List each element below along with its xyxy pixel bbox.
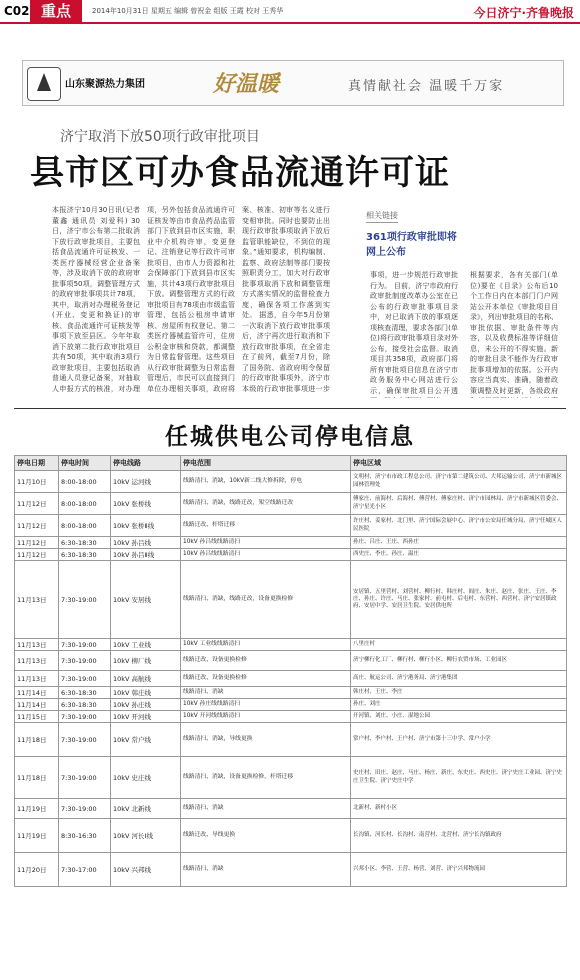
cell-date: 11月19日 <box>15 799 59 819</box>
cell-time: 6:30-18:30 <box>59 687 111 699</box>
cell-area: 常户村、李户村、王户村、济宁市第十三中学、常户小学 <box>351 723 567 757</box>
cell-date: 11月12日 <box>15 549 59 561</box>
cell-line: 10kV 北新线 <box>111 799 181 819</box>
cell-area: 孙庄、刘庄 <box>351 699 567 711</box>
cell-line: 10kV 河长Ⅰ线 <box>111 819 181 853</box>
cell-time: 8:30-16:30 <box>59 819 111 853</box>
article-column-2: 项，另外包括食品流通许可证核发等由市食品药品监管部门下放到县市区实施，职业中介机构许审，变更登记、注销登记等行政许可审批项目，由市人力资源和社会保障部门下放到县市区实施，共计43项行政审批项目下放。调整管理方式的行政审批项目有78项由市级监管管理，包括公租房申请审核、房屋所有权登记、第二类医疗器械监管许可，住房公积金审核和贷款，都调整为日常监督管理。这些项目从行政审批调整为日常监督管理后，市民可以直接到门单位办理相关事项，政府将 <box>147 206 235 393</box>
outage-table <box>14 455 567 887</box>
col-header-time: 停电时间 <box>59 456 111 471</box>
cell-scope: 10kV 工业线线路清扫 <box>181 639 351 651</box>
page-header <box>0 0 580 24</box>
cell-line: 10kV 孙吕Ⅱ线 <box>111 549 181 561</box>
section-label: 重点 <box>30 0 82 22</box>
cell-line: 10kV 柳厂线 <box>111 651 181 671</box>
article-kicker: 济宁取消下放50项行政审批项目 <box>60 129 260 145</box>
cell-date: 11月13日 <box>15 639 59 651</box>
cell-time: 7:30-19:00 <box>59 723 111 757</box>
table-row <box>15 819 567 853</box>
article-column-5: 根据要求，各有关部门(单位)要在《目录》公布后10个工作日内在本部门门户网站公开本单位《审批项目目录》，列出审批项目的名称、审批依据、审批条件等内容，以及收费标准等详细信息，未公开的不得实施。新的审批目录不能作为行政审批事项增加的依据。公开内容应当真实、准确，随着政策调整及时更新，各级政府 <box>470 271 558 395</box>
related-link-tag: 相关链接 <box>366 210 398 223</box>
cell-area: 兴邦小区、李营、王营、杨营、刘营、济宁兴邦物流园 <box>351 853 567 887</box>
section-divider <box>14 408 566 409</box>
cell-time: 7:30-19:00 <box>59 561 111 639</box>
advert-banner <box>22 60 564 106</box>
table-row <box>15 561 567 639</box>
cell-area: 高庄、航运公司、济宁港务局、济宁港集团 <box>351 671 567 687</box>
company-name: 山东聚源热力集团 <box>65 79 145 90</box>
table-row <box>15 639 567 651</box>
banner-handwriting: 好温暖 <box>213 71 280 97</box>
table-row <box>15 711 567 723</box>
article-column-4: 事项，进一步规范行政审批行为。 目前，济宁市政府行政审批制度改革办公室在已公布的行政审批事项目录中，对已取消下放的事项逐项核查清理，要求各部门(单位)将行政审批事项目录对外公布，接受社会监督。取消项目共358项，政府部门将所有审批项目信息在济宁市政务服务中心网站进行公示，确保审批项目公开透 <box>370 271 458 395</box>
cell-area: 北新村、新村小区 <box>351 799 567 819</box>
cell-line: 10kV 韩庄线 <box>111 687 181 699</box>
table-row <box>15 799 567 819</box>
cell-line: 10kV 孙庄线 <box>111 699 181 711</box>
outage-table-header <box>15 456 567 471</box>
cell-line: 10kV 高航线 <box>111 671 181 687</box>
cell-date: 11月14日 <box>15 699 59 711</box>
issue-meta: 2014年10月31日 星期五 编辑 曾祝金 组版 王霞 校对 王秀华 <box>92 7 284 15</box>
cell-area: 傅家庄、前海村、后海村、傅营村、傅家庄村、济宁市园林局、济宁市新城区管委会、济宁星光小区 <box>351 493 567 515</box>
cell-date: 11月10日 <box>15 471 59 493</box>
article-column-1: 本报济宁10月30日讯(记者 董鑫 通讯员 刘爱科) 30日，济宁市公布第二批取消下放行政审批项目，主要包括食品流通许可证核发、一类医疗器械经营企业备案等，涉及取消下放的政府审批事项50项，调整管理方式的政府审批事项共计78项，其中，取消对办理税务登记(开业、变更和换证)的审核、食品流通许可证核发等事项下放至县区。今年年取消下放第二批行政审批项目共有50项，其中取消3项行政审批项目，主要包括取消普通人员登记备案，对抽取人申报方式的核准，对办理 <box>52 206 140 393</box>
cell-date: 11月13日 <box>15 651 59 671</box>
newspaper-brand: 今日济宁·齐鲁晚报 <box>473 6 574 20</box>
cell-scope: 线路清扫、消缺 <box>181 853 351 887</box>
cell-time: 7:30-19:00 <box>59 711 111 723</box>
cell-area: 韩庄村、王庄、李庄 <box>351 687 567 699</box>
cell-time: 6:30-18:30 <box>59 537 111 549</box>
table-row <box>15 687 567 699</box>
related-link-title: 361项行政审批即将网上公布 <box>366 232 457 258</box>
cell-time: 7:30-19:00 <box>59 799 111 819</box>
article-column-3: 案、核准、初审等名义进行变相审批。同时也要防止出现行政审批事项取消下放后监管职能缺位，不到位的现象。”通知要求，机构编制、监察、政府法制等部门要按照职责分工，加大对行政审批事项取消下放和调整管理方式落实情况的监督检查力度，确保各项工作落到实处。 据悉，自今年5月份第一次取消下放行政审批事项后，济宁再次进行取消和下放行政审批事项，在全省走在了前列，截至7月份，除了国务院、省政府明令保留的行政审批事项外，济宁市本级的行政审批事项进一步 <box>242 206 330 393</box>
cell-time: 6:30-18:30 <box>59 699 111 711</box>
cell-line: 10kV 史庄线 <box>111 757 181 799</box>
cell-time: 8:00-18:00 <box>59 471 111 493</box>
col-header-scope: 停电范围 <box>181 456 351 471</box>
cell-time: 7:30-19:00 <box>59 757 111 799</box>
cell-date: 11月18日 <box>15 723 59 757</box>
cell-date: 11月12日 <box>15 515 59 537</box>
cell-line: 10kV 工业线 <box>111 639 181 651</box>
cell-time: 7:30-17:00 <box>59 853 111 887</box>
cell-scope: 线路迁改、设备更换检修 <box>181 651 351 671</box>
banner-slogan: 真情献社会 温暖千万家 <box>348 79 505 94</box>
outage-title: 任城供电公司停电信息 <box>165 423 415 450</box>
cell-scope: 线路清扫、消缺，设备更换检修，杆塔迁移 <box>181 757 351 799</box>
col-header-area: 停电区域 <box>351 456 567 471</box>
cell-area: 开河镇、刘庄、小庄、湿地公园 <box>351 711 567 723</box>
table-row <box>15 723 567 757</box>
cell-date: 11月18日 <box>15 757 59 799</box>
cell-line: 10kV 开河线 <box>111 711 181 723</box>
cell-time: 7:30-19:00 <box>59 671 111 687</box>
cell-line: 10kV 张桥线 <box>111 493 181 515</box>
table-row <box>15 757 567 799</box>
cell-line: 10kV 张桥Ⅱ线 <box>111 515 181 537</box>
cell-time: 7:30-19:00 <box>59 651 111 671</box>
related-link-box <box>360 208 464 268</box>
article-headline: 县市区可办食品流通许可证 <box>30 153 450 193</box>
cell-date: 11月15日 <box>15 711 59 723</box>
table-row <box>15 651 567 671</box>
page-number: C02 <box>4 4 30 18</box>
cell-line: 10kV 运河线 <box>111 471 181 493</box>
cell-scope: 10kV 孙吕线线路清扫 <box>181 537 351 549</box>
cell-date: 11月14日 <box>15 687 59 699</box>
cell-area: 许庄村、姜家村、北门里、济宁国际会展中心、济宁市公安局任城分局、济宁任城区人民医院 <box>351 515 567 537</box>
cell-area: 西史庄、李庄、孙庄、温庄 <box>351 549 567 561</box>
cell-scope: 线路清扫、消缺，线路迁改，架空线路迁改 <box>181 493 351 515</box>
cell-time: 8:00-18:00 <box>59 515 111 537</box>
cell-scope: 线路迁改、杆塔迁移 <box>181 515 351 537</box>
cell-line: 10kV 安居线 <box>111 561 181 639</box>
cell-scope: 线路清扫、消缺，线路迁改，设备更换检修 <box>181 561 351 639</box>
cell-area: 八里庄村 <box>351 639 567 651</box>
company-logo-icon <box>27 67 61 101</box>
cell-date: 11月12日 <box>15 537 59 549</box>
cell-scope: 线路迁改、导线更换 <box>181 819 351 853</box>
cell-scope: 线路迁改、设备更换检修 <box>181 671 351 687</box>
table-row <box>15 853 567 887</box>
cell-area: 安居镇、五里营村、刘营村、柳行村、韩庄村、阎庄、朱庄、赵庄、张庄、王庄、李庄、孙庄、许庄、马庄、张家村、前屯村、后屯村、东营村、西营村、济宁安居镇政府、安居中学、安居卫生院、安居供电所 <box>351 561 567 639</box>
cell-date: 11月19日 <box>15 819 59 853</box>
cell-area: 长沟镇、河长村、长沟村、南营村、北营村、济宁长沟镇政府 <box>351 819 567 853</box>
cell-scope: 线路清扫、消缺，10kV新二线大修拆除，停电 <box>181 471 351 493</box>
cell-line: 10kV 常户线 <box>111 723 181 757</box>
cell-area: 史庄村、田庄、赵庄、马庄、杨庄、新庄、东史庄、西史庄、济宁史庄工业园、济宁史庄卫生院、济宁史庄中学 <box>351 757 567 799</box>
cell-scope: 线路清扫、消缺，导线更换 <box>181 723 351 757</box>
cell-area: 孙庄、吕庄、王庄、西孙庄 <box>351 537 567 549</box>
table-row <box>15 537 567 549</box>
cell-date: 11月13日 <box>15 671 59 687</box>
table-row <box>15 549 567 561</box>
cell-time: 6:30-18:30 <box>59 549 111 561</box>
cell-scope: 10kV 开河线线路清扫 <box>181 711 351 723</box>
cell-scope: 线路清扫、消缺 <box>181 687 351 699</box>
cell-line: 10kV 兴邦线 <box>111 853 181 887</box>
table-row <box>15 471 567 493</box>
table-row <box>15 699 567 711</box>
col-header-date: 停电日期 <box>15 456 59 471</box>
col-header-line: 停电线路 <box>111 456 181 471</box>
cell-time: 7:30-19:00 <box>59 639 111 651</box>
cell-area: 文明村、济宁市市政工程总公司、济宁市第二建筑公司、大邦运输公司、济宁市新城区园林管理处 <box>351 471 567 493</box>
cell-time: 8:00-18:00 <box>59 493 111 515</box>
table-row <box>15 493 567 515</box>
table-row <box>15 515 567 537</box>
cell-line: 10kV 孙吕线 <box>111 537 181 549</box>
cell-scope: 10kV 孙吕线线路清扫 <box>181 549 351 561</box>
cell-date: 11月13日 <box>15 561 59 639</box>
cell-date: 11月20日 <box>15 853 59 887</box>
cell-scope: 线路清扫、消缺 <box>181 799 351 819</box>
cell-scope: 10kV 孙庄线线路清扫 <box>181 699 351 711</box>
cell-date: 11月12日 <box>15 493 59 515</box>
cell-area: 济宁柳行化工厂、柳行村、柳行小区、柳行农贸市场、工业园区 <box>351 651 567 671</box>
table-row <box>15 671 567 687</box>
